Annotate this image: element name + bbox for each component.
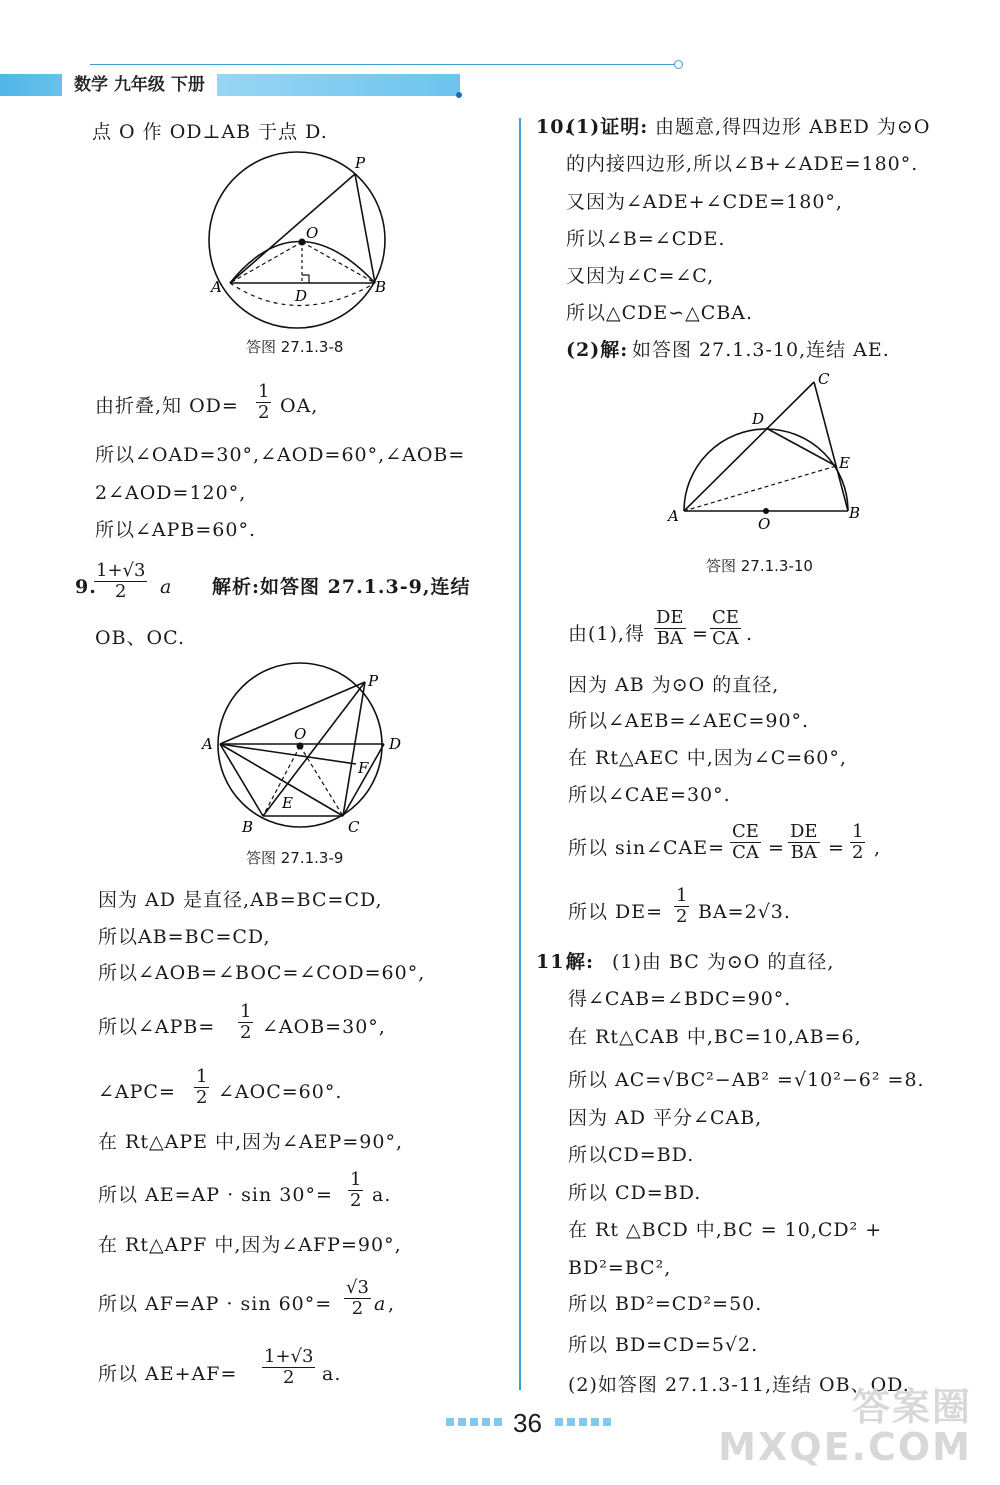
- figure-27-1-3-9: [200, 660, 410, 840]
- fig8-label-d: D: [295, 287, 308, 305]
- q10-label: (1)证明:: [566, 116, 649, 138]
- watermark-line-1: 答案圈: [851, 1385, 972, 1429]
- fig10-label-d: D: [752, 410, 765, 428]
- fig10-label-o: O: [758, 515, 771, 533]
- q9-analysis: 解析:如答图 27.1.3-9,连结: [212, 576, 471, 598]
- q10-part2-label: (2)解:: [566, 339, 629, 361]
- fig9-label-o: O: [294, 725, 307, 743]
- left-line-11: 在 Rt△APE 中,因为∠AEP=90°,: [98, 1131, 403, 1153]
- fig10-caption: 答图 27.1.3-10: [706, 557, 813, 575]
- fig9-label-e: E: [282, 794, 293, 812]
- q9-line-2: OB、OC.: [95, 627, 186, 649]
- left-line-2a: 由折叠,知 OD=: [95, 395, 239, 417]
- right-dot-1: .: [746, 623, 754, 645]
- left-line-13: 在 Rt△APF 中,因为∠AFP=90°,: [98, 1234, 402, 1256]
- frac-de-ba-2: $\frac{DE}{BA}$: [790, 821, 818, 863]
- left-line-10a: ∠APC=: [98, 1081, 176, 1103]
- watermark: [718, 1387, 972, 1467]
- fig9-label-c: C: [348, 818, 360, 836]
- right-line-2: 的内接四边形,所以∠B+∠ADE=180°.: [566, 153, 919, 175]
- fig9-label-d: D: [389, 735, 402, 753]
- fig8-label-p: P: [355, 154, 366, 172]
- frac-de-ba: $\frac{DE}{BA}$: [656, 607, 684, 649]
- left-line-9a: 所以∠APB=: [98, 1016, 216, 1038]
- left-line-7: 所以AB=BC=CD,: [98, 926, 271, 948]
- right-line-11: 在 Rt△AEC 中,因为∠C=60°,: [568, 747, 847, 769]
- frac-ce-ca: $\frac{CE}{CA}$: [712, 607, 739, 649]
- fig10-label-b: B: [849, 504, 861, 522]
- fig9-caption: 答图 27.1.3-9: [246, 849, 344, 867]
- left-line-1: 点 O 作 OD⊥AB 于点 D.: [92, 121, 328, 143]
- left-line-9b: ∠AOB=30°,: [262, 1016, 386, 1038]
- right-eq-2: =: [768, 837, 785, 859]
- fig10-label-c: C: [818, 370, 830, 388]
- left-line-3: 所以∠OAD=30°,∠AOD=60°,∠AOB=: [95, 444, 466, 466]
- header-dot-icon: [674, 60, 683, 69]
- right-line-19: 因为 AD 平分∠CAB,: [568, 1107, 763, 1129]
- right-line-16: 得∠CAB=∠BDC=90°.: [568, 988, 792, 1010]
- fig8-label-a: A: [211, 278, 222, 296]
- right-line-22: 在 Rt △BCD 中,BC = 10,CD² +: [568, 1219, 883, 1241]
- right-line-12: 所以∠CAE=30°.: [568, 784, 731, 806]
- fig9-label-b: B: [242, 818, 254, 836]
- right-line-21: 所以 CD=BD.: [568, 1182, 702, 1204]
- left-line-15b: a.: [322, 1363, 342, 1385]
- left-line-8: 所以∠AOB=∠BOC=∠COD=60°,: [98, 962, 426, 984]
- left-line-4: 2∠AOD=120°,: [95, 482, 247, 504]
- right-line-20: 所以CD=BD.: [568, 1144, 695, 1166]
- right-line-9: 因为 AB 为⊙O 的直径,: [568, 674, 780, 696]
- fig8-label-o: O: [306, 224, 319, 242]
- frac-half-3: $\frac{1}{2}$: [196, 1066, 208, 1108]
- column-divider: [519, 118, 521, 1390]
- fig9-label-p: P: [368, 672, 379, 690]
- left-line-6: 因为 AD 是直径,AB=BC=CD,: [98, 889, 383, 911]
- header-line: [90, 64, 675, 65]
- right-line-25: 所以 BD=CD=5√2.: [568, 1334, 759, 1356]
- right-line-24: 所以 BD²=CD²=50.: [568, 1293, 763, 1315]
- watermark-line-2: MXQE.COM: [718, 1425, 972, 1469]
- fig10-label-e: E: [839, 454, 850, 472]
- frac-half-4: $\frac{1}{2}$: [350, 1169, 362, 1211]
- right-line-23: BD²=BC²,: [568, 1257, 672, 1279]
- right-line-13b: ,: [874, 837, 882, 859]
- right-eq-3: =: [828, 837, 845, 859]
- frac-1-plus-sqrt3-half: $\frac{1+√3}{2}$: [264, 1346, 314, 1388]
- left-line-14a: 所以 AF=AP · sin 60°=: [98, 1293, 333, 1315]
- frac-sqrt3-half: $\frac{√3}{2}$: [346, 1277, 369, 1319]
- q9-answer-frac: $\frac{1+√3}{2}$: [96, 560, 146, 602]
- right-line-17: 在 Rt△CAB 中,BC=10,AB=6,: [568, 1026, 862, 1048]
- left-line-14-var: a: [374, 1293, 387, 1315]
- frac-ce-ca-2: $\frac{CE}{CA}$: [732, 821, 759, 863]
- fig8-label-b: B: [375, 278, 387, 296]
- right-line-4: 所以∠B=∠CDE.: [566, 228, 726, 250]
- page-number: 36: [513, 1408, 542, 1438]
- right-line-26: (2)如答图 27.1.3-11,连结 OB、OD.: [568, 1374, 910, 1396]
- left-line-2b: OA,: [280, 395, 319, 417]
- frac-half-5: $\frac{1}{2}$: [852, 821, 864, 863]
- fig9-label-a: A: [202, 735, 213, 753]
- right-line-7: 如答图 27.1.3-10,连结 AE.: [632, 339, 890, 361]
- right-line-8a: 由(1),得: [568, 623, 645, 645]
- frac-half-2: $\frac{1}{2}$: [240, 1001, 252, 1043]
- footer-deco-right: [555, 1418, 615, 1426]
- q11-label: 解:: [566, 951, 595, 973]
- fig10-label-a: A: [668, 507, 679, 525]
- fig8-caption: 答图 27.1.3-8: [246, 338, 344, 356]
- q9-number: 9.: [75, 576, 97, 598]
- left-line-5: 所以∠APB=60°.: [95, 519, 257, 541]
- right-line-5: 又因为∠C=∠C,: [566, 265, 715, 287]
- left-line-15a: 所以 AE+AF=: [98, 1363, 238, 1385]
- page-header: [0, 60, 700, 105]
- frac-half-1: $\frac{1}{2}$: [258, 381, 270, 423]
- footer-deco-left: [446, 1418, 506, 1426]
- figure-27-1-3-10: [662, 368, 872, 538]
- q11-number: 11.: [536, 951, 573, 973]
- right-line-13a: 所以 sin∠CAE=: [568, 837, 726, 859]
- fig9-label-f: F: [358, 759, 369, 777]
- right-line-14a: 所以 DE=: [568, 901, 664, 923]
- right-line-10: 所以∠AEB=∠AEC=90°.: [568, 710, 810, 732]
- figure-27-1-3-8: [205, 150, 405, 330]
- right-line-18: 所以 AC=√BC²−AB² =√10²−6² =8.: [568, 1069, 925, 1091]
- right-line-14b: BA=2√3.: [698, 901, 791, 923]
- right-line-3: 又因为∠ADE+∠CDE=180°,: [566, 191, 843, 213]
- header-bullet-icon: [456, 92, 462, 98]
- q9-answer-var: a: [160, 576, 173, 598]
- left-line-10b: ∠AOC=60°.: [218, 1081, 343, 1103]
- right-line-15: (1)由 BC 为⊙O 的直径,: [612, 951, 835, 973]
- header-title: 数学 九年级 下册: [62, 74, 217, 96]
- left-line-12b: a.: [372, 1184, 392, 1206]
- q10-number: 10.: [536, 116, 573, 138]
- right-eq-1: =: [692, 623, 709, 645]
- left-line-14b: ,: [388, 1293, 396, 1315]
- left-line-12a: 所以 AE=AP · sin 30°=: [98, 1184, 333, 1206]
- right-line-1: 由题意,得四边形 ABED 为⊙O: [655, 116, 931, 138]
- frac-half-6: $\frac{1}{2}$: [676, 885, 688, 927]
- right-line-6: 所以△CDE∽△CBA.: [566, 302, 754, 324]
